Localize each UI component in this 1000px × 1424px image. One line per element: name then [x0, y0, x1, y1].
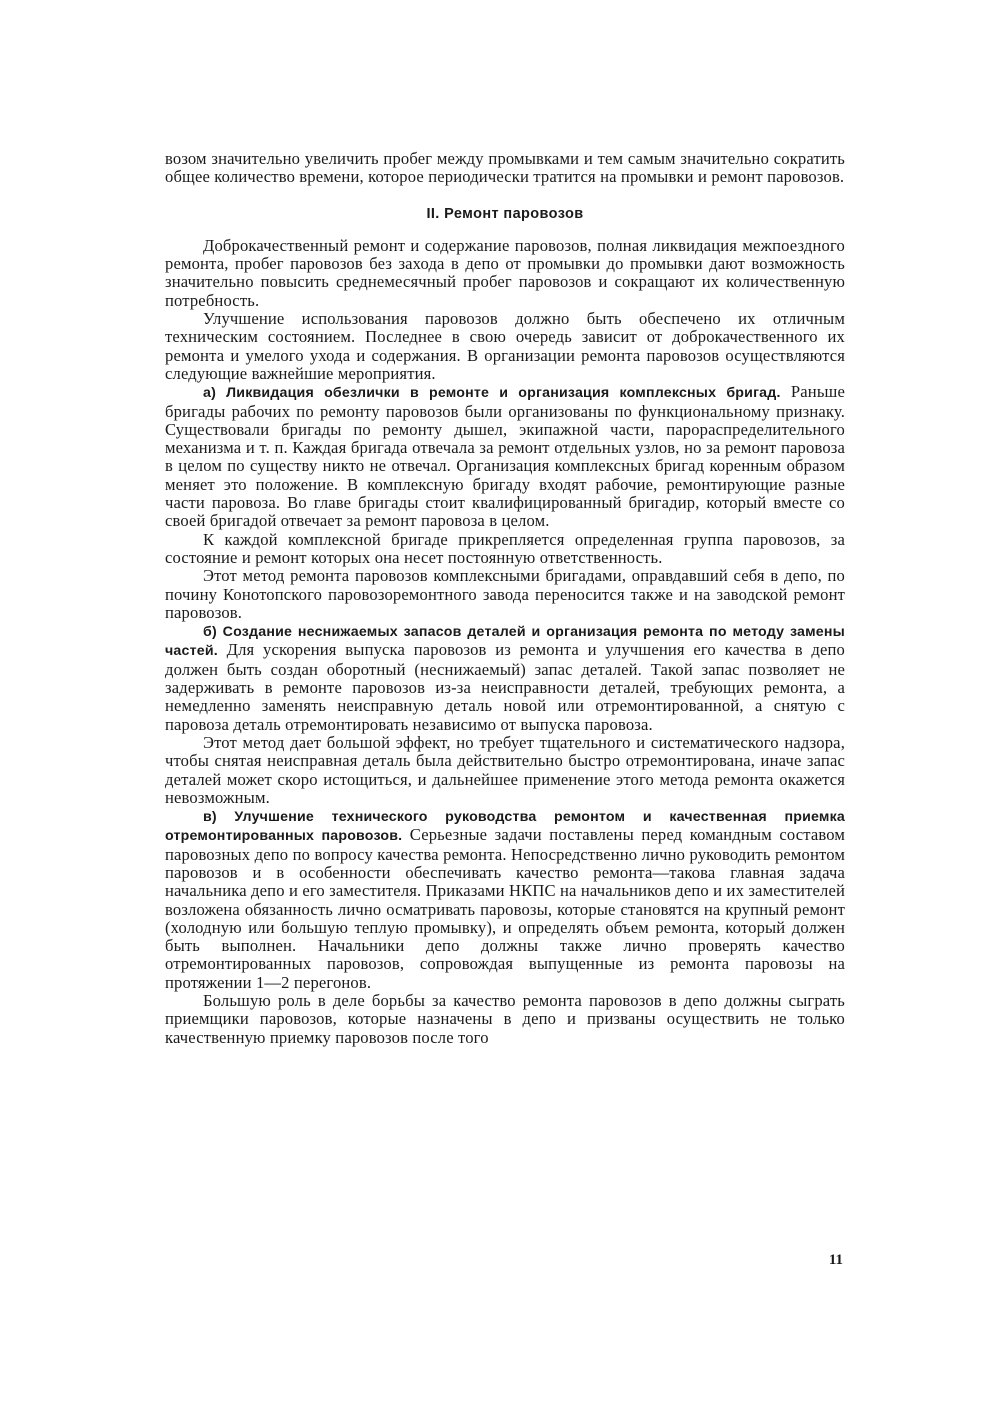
item-a [165, 383, 845, 530]
paragraph-6: Большую роль в деле борьбы за качество ремонта паровозов в депо должны сыграть приемщики паровозов, которые назначены в депо и призваны осуществить не только качественную приемку паровозов после того [165, 991, 845, 1047]
page-body [165, 150, 845, 1047]
item-b-title: б) Создание неснижаемых запасов деталей и организация ремонта по методу замены частей. [165, 624, 845, 660]
item-b-text: Для ускорения выпуска паровозов из ремонта и улучшения его качества в депо должен быть создан оборотный (неснижаемый) запас деталей. Такой запас позволяет не задерживать в ремонте паровозов из-за неисправности деталей, требующих ремонта, а немедленно заменять неисправную деталь новой или отремонтированной, а снятую с паровоза деталь отремонтировать независимо от выпуска паровоза. [165, 640, 845, 734]
section-heading: II. Ремонт паровозов [426, 205, 584, 222]
item-c-title: в) Улучшение технического руководства ремонтом и качественная приемка отремонтированных паровозов. [165, 809, 845, 845]
item-a-title: а) Ликвидация обезлички в ремонте и организация комплексных бригад. [203, 385, 781, 402]
paragraph-4: Этот метод ремонта паровозов комплексными бригадами, оправдавший себя в депо, по почину Конотопского паровозоремонтного завода переносится также и на заводской ремонт паровозов. [165, 566, 845, 622]
intro-paragraph: возом значительно увеличить пробег между промывками и тем самым значительно сократить общее количество времени, которое периодически тратится на промывки и ремонт паровозов. [165, 149, 845, 187]
paragraph-5: Этот метод дает большой эффект, но требует тщательного и систематического надзора, чтобы снятая неисправная деталь была действительно быстро отремонтирована, иначе запас деталей может скоро истощиться, и дальнейшее применение этого метода ремонта окажется невозможным. [165, 732, 845, 807]
item-b [165, 622, 845, 734]
item-a-text: Раньше бригады рабочих по ремонту паровозов были организованы по функциональному признаку. Существовали бригады по ремонту дышел, экипажной части, парораспределительного механизма и т. п. Каждая бригада отвечала за ремонт отдельных узлов, но за ремонт паровоза в целом по существу никто не отвечал. Организация комплексных бригад коренным образом меняет это положение. В комплексную бригаду входят рабочие, ремонтирующие разные части паровоза. Во главе бригады стоит квалифицированный бригадир, который вместе со своей бригадой отвечает за ремонт паровоза в целом. [165, 382, 845, 531]
paragraph-3: К каждой комплексной бригаде прикрепляется определенная группа паровозов, за состояние и ремонт которых она несет постоянную ответственность. [165, 529, 845, 567]
paragraph-2: Улучшение использования паровозов должно быть обеспечено их отличным техническим состоянием. Последнее в свою очередь зависит от доброкачественного их ремонта и умелого ухода и содержания. В организации ремонта паровозов осуществляются следующие важнейшие мероприятия. [165, 309, 845, 383]
page-number: 11 [828, 1252, 843, 1268]
paragraph-1: Доброкачественный ремонт и содержание паровозов, полная ликвидация межпоездного ремонта, пробег паровозов без захода в депо от промывки до промывки дают возможность значительно повысить среднемесячный пробег паровозов и сокращают их количественную потребность. [165, 235, 845, 310]
item-c [165, 807, 845, 992]
item-c-text: Серьезные задачи поставлены перед командным составом паровозных депо по вопросу качества ремонта. Непосредственно лично руководить ремонтом паровозов и в особенности обеспечивать качество ремонта—такова главная задача начальника депо и его заместителя. Приказами НКПС на начальников депо и их заместителей возложена обязанность лично осматривать паровозы, которые становятся на крупный ремонт (холодную или большую теплую промывку), и определять объем ремонта, который должен быть выполнен. Начальники депо должны также лично проверять качество отремонтированных паровозов, сопровождая выпущенные из ремонта паровозы на протяжении 1—2 перегонов. [165, 825, 845, 992]
